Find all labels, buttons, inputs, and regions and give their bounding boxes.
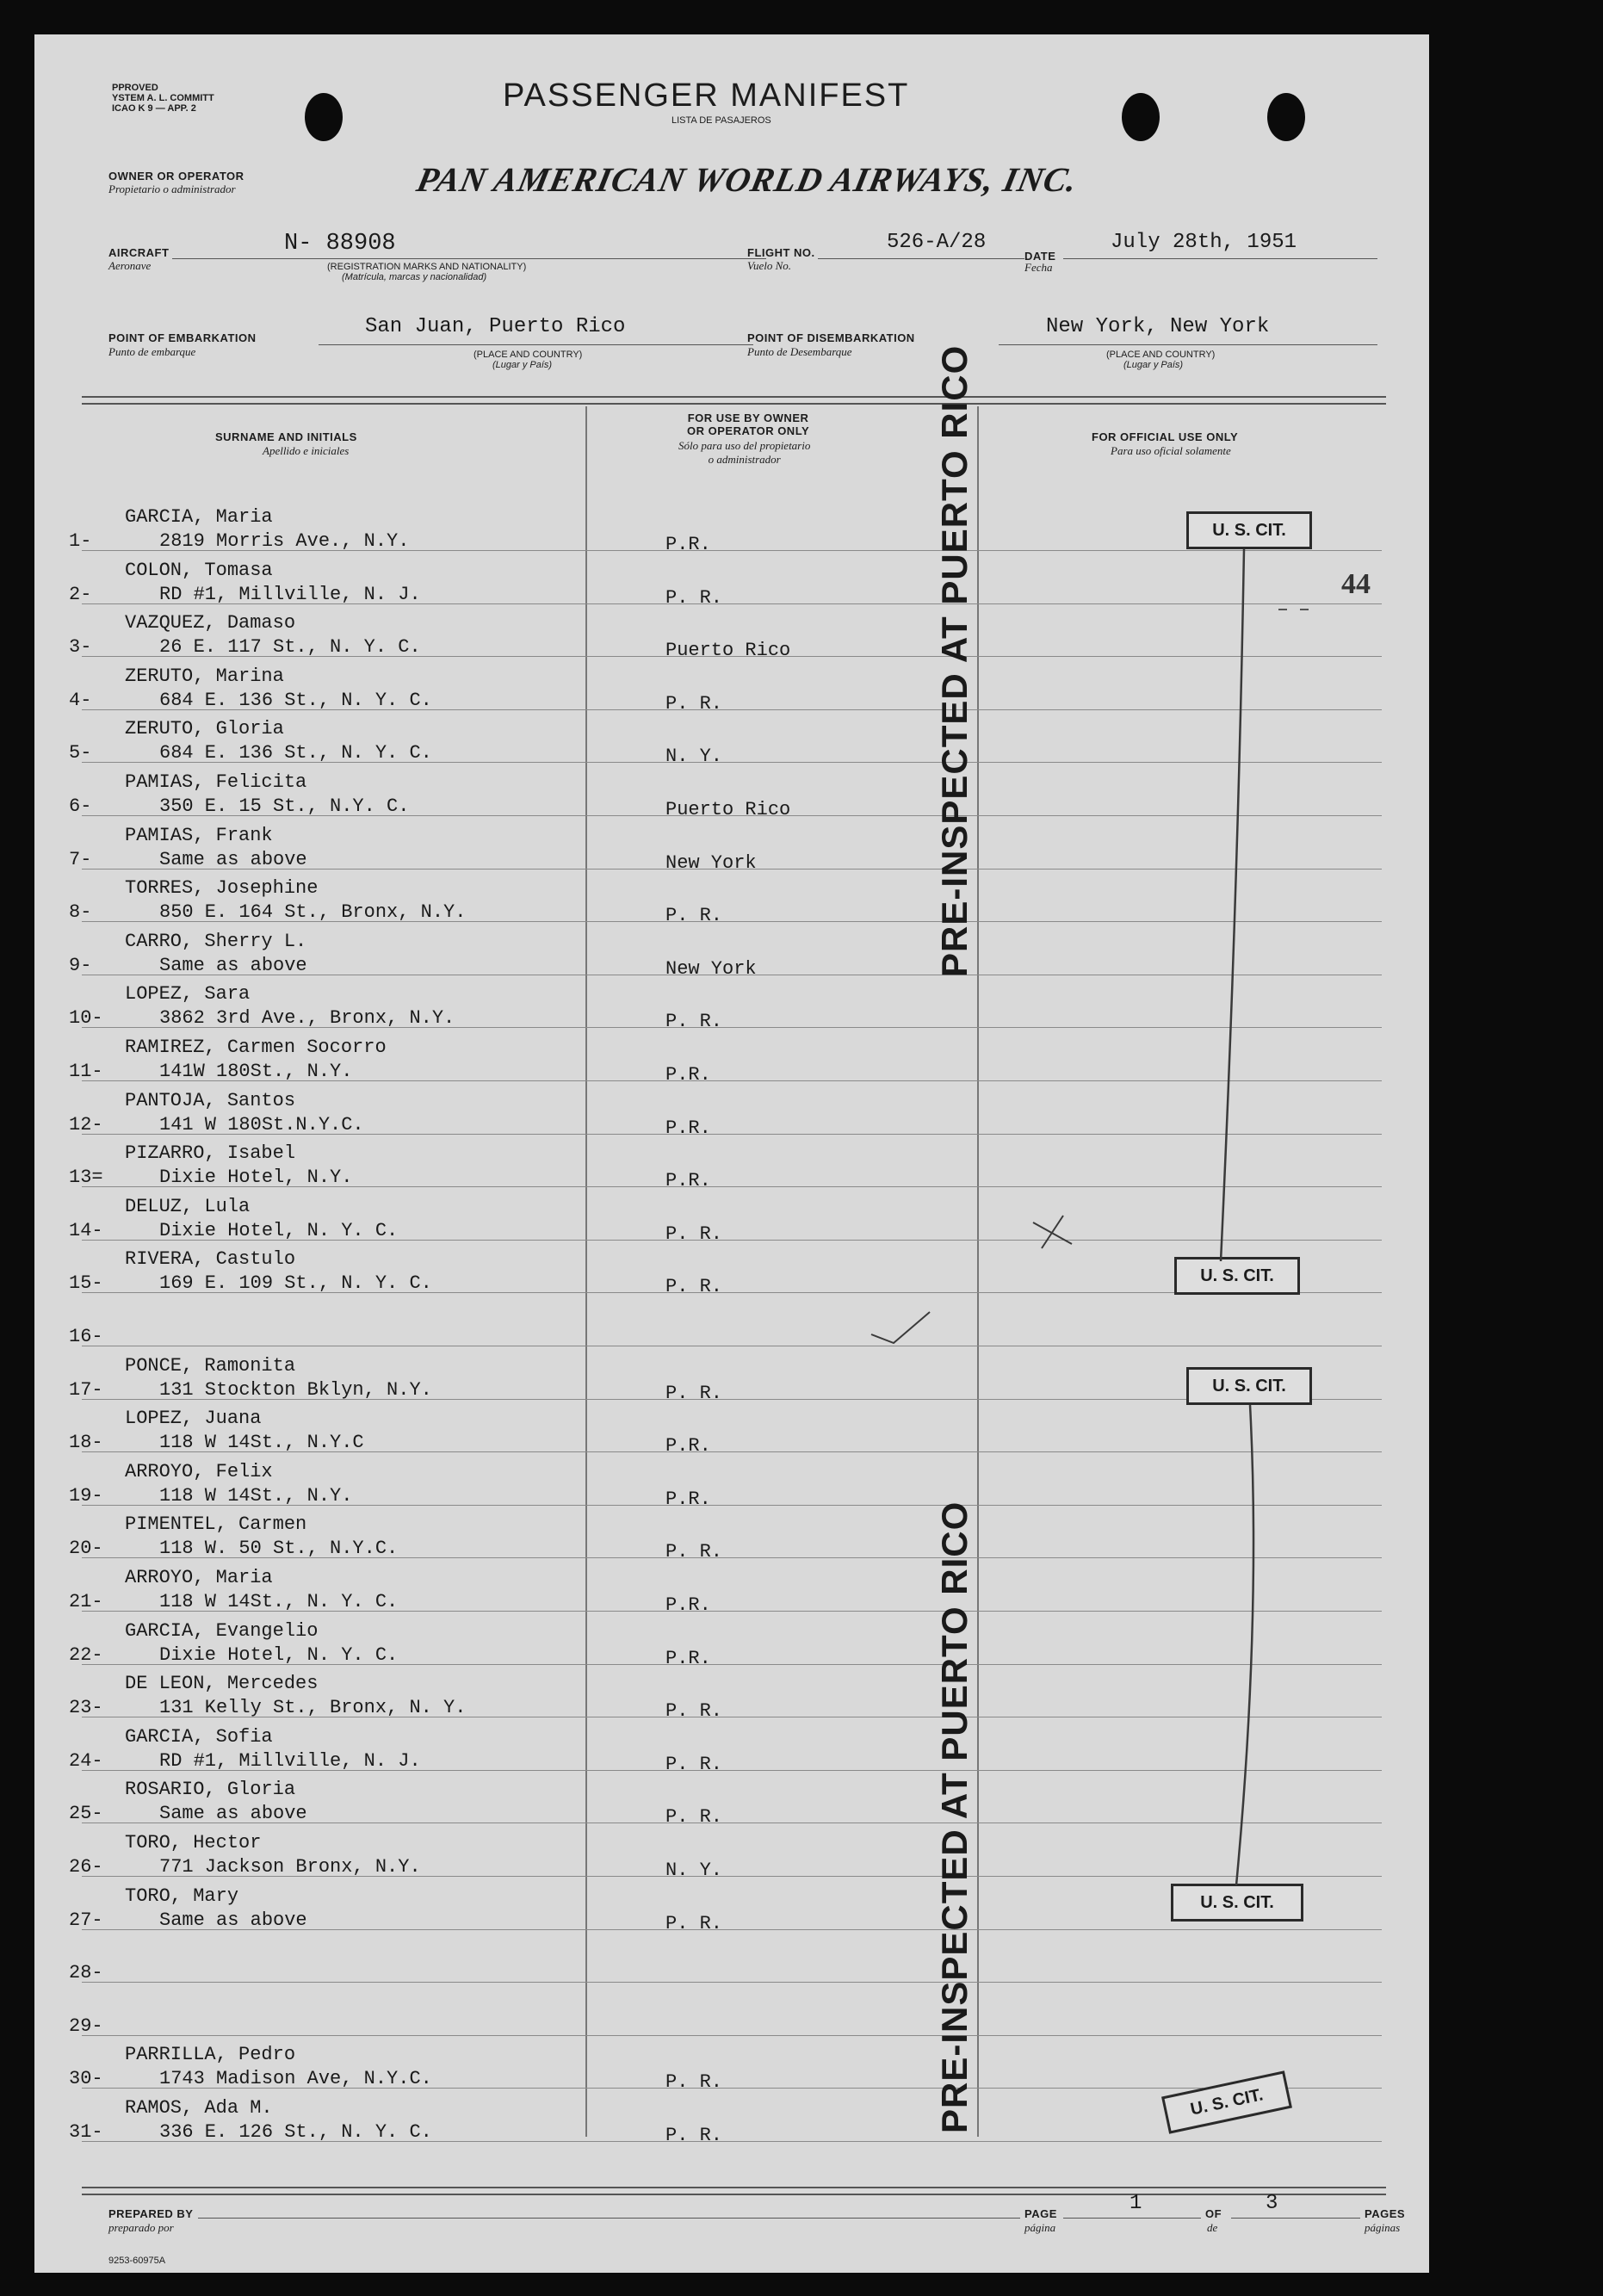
page-total: 3: [1266, 2192, 1278, 2215]
of-label: OF: [1205, 2207, 1222, 2220]
passenger-address: 131 Kelly St., Bronx, N. Y.: [159, 1697, 467, 1719]
row-number: 1-: [69, 530, 92, 552]
passenger-name: PONCE, Ramonita: [125, 1354, 296, 1377]
passenger-address: Dixie Hotel, N. Y. C.: [159, 1643, 399, 1666]
col-surname-sub: Apellido e iniciales: [263, 444, 350, 457]
us-citizen-stamp: U. S. CIT.: [1161, 2070, 1292, 2133]
operator-use-note: P. R.: [665, 1753, 723, 1775]
row-number: 12-: [69, 1113, 103, 1136]
row-number: 4-: [69, 689, 92, 711]
operator-use-note: Puerto Rico: [665, 799, 791, 820]
prepared-label: PREPARED BY: [108, 2207, 194, 2220]
row-number: 16-: [69, 1326, 103, 1347]
passenger-name: GARCIA, Maria: [125, 506, 273, 528]
row-number: 10-: [69, 1007, 103, 1030]
approval-note: PPROVED YSTEM A. L. COMMITT ICAO K 9 — APP. 2: [112, 83, 214, 114]
row-number: 30-: [69, 2068, 103, 2090]
passenger-name: VAZQUEZ, Damaso: [125, 612, 296, 634]
page-subtitle: LISTA DE PASAJEROS: [672, 115, 771, 126]
passenger-address: 118 W 14St., N. Y. C.: [159, 1591, 399, 1612]
col-surname: SURNAME AND INITIALS: [215, 430, 357, 443]
passenger-address: 350 E. 15 St., N.Y. C.: [159, 795, 410, 817]
operator-use-note: P.R.: [665, 1117, 711, 1139]
embark-place-note: (PLACE AND COUNTRY): [473, 350, 583, 360]
passenger-name: TORO, Hector: [125, 1832, 262, 1854]
passenger-address: RD #1, Millville, N. J.: [159, 583, 421, 605]
row-number: 15-: [69, 1272, 103, 1295]
registration-note: (REGISTRATION MARKS AND NATIONALITY): [327, 262, 527, 272]
operator-use-note: P. R.: [665, 1912, 723, 1934]
operator-use-note: P.R.: [665, 1064, 711, 1086]
row-number: 17-: [69, 1378, 103, 1401]
passenger-name: ROSARIO, Gloria: [125, 1779, 296, 1801]
page-sub: página: [1024, 2221, 1056, 2234]
us-citizen-stamp: U. S. CIT.: [1186, 511, 1312, 549]
passenger-address: 850 E. 164 St., Bronx, N.Y.: [159, 901, 467, 924]
owner-sub: Propietario o administrador: [108, 183, 236, 195]
passenger-name: DELUZ, Lula: [125, 1195, 251, 1217]
passenger-name: ZERUTO, Gloria: [125, 718, 284, 740]
of-sub: de: [1207, 2221, 1218, 2234]
form-number: 9253-60975A: [108, 2256, 166, 2266]
row-number: 22-: [69, 1643, 103, 1666]
aircraft-value: N- 88908: [284, 231, 396, 257]
passenger-name: PAMIAS, Felicita: [125, 771, 307, 793]
passenger-address: 1743 Madison Ave, N.Y.C.: [159, 2068, 432, 2090]
passenger-address: 2819 Morris Ave., N.Y.: [159, 530, 410, 552]
operator-use-note: P. R.: [665, 1276, 723, 1298]
date-value: July 28th, 1951: [1111, 231, 1297, 254]
disembark-place-note: (PLACE AND COUNTRY): [1106, 350, 1216, 360]
operator-use-note: Puerto Rico: [665, 640, 791, 662]
passenger-address: 169 E. 109 St., N. Y. C.: [159, 1272, 432, 1295]
embark-sub: Punto de embarque: [108, 345, 196, 358]
passenger-address: 771 Jackson Bronx, N.Y.: [159, 1856, 421, 1878]
passenger-name: RAMIREZ, Carmen Socorro: [125, 1037, 387, 1058]
page-label: PAGE: [1024, 2207, 1057, 2220]
passenger-name: PIZARRO, Isabel: [125, 1142, 296, 1165]
disembark-value: New York, New York: [1046, 315, 1270, 338]
passenger-address: 118 W. 50 St., N.Y.C.: [159, 1538, 399, 1560]
passenger-address: 118 W 14St., N.Y.: [159, 1484, 353, 1507]
row-number: 23-: [69, 1697, 103, 1719]
passenger-name: RAMOS, Ada M.: [125, 2097, 273, 2119]
passenger-address: RD #1, Millville, N. J.: [159, 1749, 421, 1772]
passenger-address: 684 E. 136 St., N. Y. C.: [159, 742, 432, 764]
passenger-name: TORRES, Josephine: [125, 877, 319, 900]
row-number: 31-: [69, 2121, 103, 2143]
aircraft-sub: Aeronave: [108, 259, 152, 272]
row-number: 25-: [69, 1803, 103, 1825]
passenger-address: 141 W 180St.N.Y.C.: [159, 1113, 364, 1136]
flight-label: FLIGHT NO.: [747, 246, 815, 259]
passenger-address: Same as above: [159, 1909, 307, 1931]
passenger-address: 141W 180St., N.Y.: [159, 1061, 353, 1082]
passenger-name: ZERUTO, Marina: [125, 665, 284, 687]
row-number: 5-: [69, 742, 92, 764]
row-number: 21-: [69, 1591, 103, 1612]
flight-sub: Vuelo No.: [747, 259, 792, 272]
disembark-sub: Punto de Desembarque: [747, 345, 852, 358]
preinspected-stamp: PRE-INSPECTED AT PUERTO RICO: [934, 344, 975, 977]
operator-use-note: P. R.: [665, 1222, 723, 1245]
operator-use-note: New York: [665, 851, 757, 874]
disembark-place-note-sub: (Lugar y País): [1123, 360, 1184, 370]
row-number: 18-: [69, 1432, 103, 1454]
passenger-address: 684 E. 136 St., N. Y. C.: [159, 689, 432, 711]
operator-use-note: P. R.: [665, 1011, 723, 1033]
passenger-name: LOPEZ, Juana: [125, 1408, 262, 1430]
row-number: 8-: [69, 901, 92, 924]
passenger-address: 131 Stockton Bklyn, N.Y.: [159, 1378, 432, 1401]
date-label: DATE: [1024, 250, 1056, 263]
col-owner-use: FOR USE BY OWNER OR OPERATOR ONLY: [687, 412, 810, 437]
passenger-name: PIMENTEL, Carmen: [125, 1513, 307, 1536]
passenger-name: GARCIA, Sofia: [125, 1725, 273, 1748]
passenger-address: Dixie Hotel, N.Y.: [159, 1167, 353, 1189]
passenger-name: RIVERA, Castulo: [125, 1248, 296, 1271]
passenger-address: 26 E. 117 St., N. Y. C.: [159, 636, 421, 659]
passenger-name: CARRO, Sherry L.: [125, 930, 307, 952]
passenger-name: PARRILLA, Pedro: [125, 2044, 296, 2066]
row-number: 27-: [69, 1909, 103, 1931]
page-number: 1: [1130, 2192, 1142, 2215]
operator-use-note: P. R.: [665, 2125, 723, 2146]
passenger-address: Dixie Hotel, N. Y. C.: [159, 1219, 399, 1241]
preinspected-stamp: PRE-INSPECTED AT PUERTO RICO: [934, 1501, 975, 2133]
operator-use-note: P.R.: [665, 1594, 711, 1616]
row-number: 19-: [69, 1484, 103, 1507]
row-number: 14-: [69, 1219, 103, 1241]
disembark-label: POINT OF DISEMBARKATION: [747, 331, 915, 344]
passenger-name: PANTOJA, Santos: [125, 1089, 296, 1111]
operator-use-note: N. Y.: [665, 1860, 723, 1881]
passenger-address: Same as above: [159, 954, 307, 976]
manifest-sheet: [34, 34, 1429, 2273]
operator-name: PAN AMERICAN WORLD AIRWAYS, INC.: [413, 160, 1082, 199]
passenger-name: TORO, Mary: [125, 1884, 239, 1907]
row-number: 3-: [69, 636, 92, 659]
operator-use-note: P.R.: [665, 534, 711, 555]
operator-use-note: P. R.: [665, 586, 723, 609]
registration-note-sub: (Matrícula, marcas y nacionalidad): [342, 272, 487, 282]
pages-sub: páginas: [1365, 2221, 1401, 2234]
row-number: 9-: [69, 954, 92, 976]
us-citizen-stamp: U. S. CIT.: [1171, 1884, 1303, 1922]
operator-use-note: P.R.: [665, 1435, 711, 1457]
flight-number: 526-A/28: [887, 231, 987, 254]
row-number: 24-: [69, 1749, 103, 1772]
embark-place-note-sub: (Lugar y País): [492, 360, 553, 370]
operator-use-note: P. R.: [665, 2071, 723, 2094]
embark-label: POINT OF EMBARKATION: [108, 331, 257, 344]
row-number: 2-: [69, 583, 92, 605]
us-citizen-stamp: U. S. CIT.: [1186, 1367, 1312, 1405]
passenger-address: Same as above: [159, 1803, 307, 1825]
date-sub: Fecha: [1024, 261, 1053, 274]
passenger-name: LOPEZ, Sara: [125, 983, 251, 1006]
operator-use-note: P. R.: [665, 905, 723, 927]
operator-use-note: New York: [665, 957, 757, 980]
passenger-address: 336 E. 126 St., N. Y. C.: [159, 2121, 432, 2143]
row-number: 26-: [69, 1856, 103, 1878]
passenger-name: PAMIAS, Frank: [125, 824, 273, 846]
operator-use-note: P.R.: [665, 1488, 711, 1510]
col-owner-use-sub: Sólo para uso del propietario o administrador: [678, 439, 811, 466]
row-number: 6-: [69, 795, 92, 817]
operator-use-note: P.R.: [665, 1647, 711, 1669]
handwritten-count: 44: [1341, 568, 1371, 600]
us-citizen-stamp: U. S. CIT.: [1174, 1257, 1300, 1295]
operator-use-note: N. Y.: [665, 746, 723, 768]
passenger-address: 3862 3rd Ave., Bronx, N.Y.: [159, 1007, 455, 1030]
operator-use-note: P. R.: [665, 1806, 723, 1829]
operator-use-note: P. R.: [665, 1541, 723, 1563]
passenger-name: ARROYO, Felix: [125, 1460, 273, 1482]
passenger-name: GARCIA, Evangelio: [125, 1619, 319, 1642]
passenger-address: Same as above: [159, 848, 307, 870]
col-official-sub: Para uso oficial solamente: [1111, 444, 1231, 457]
operator-use-note: P. R.: [665, 692, 723, 715]
col-official: FOR OFFICIAL USE ONLY: [1092, 430, 1239, 443]
row-number: 13=: [69, 1167, 103, 1189]
pen-marks: [34, 34, 1429, 2273]
operator-use-note: P.R.: [665, 1170, 711, 1192]
passenger-name: COLON, Tomasa: [125, 559, 273, 581]
prepared-sub: preparado por: [108, 2221, 174, 2234]
passenger-address: 118 W 14St., N.Y.C: [159, 1432, 364, 1454]
owner-label: OWNER OR OPERATOR: [108, 170, 244, 183]
page-title: PASSENGER MANIFEST: [503, 77, 910, 114]
passenger-name: DE LEON, Mercedes: [125, 1673, 319, 1695]
embark-value: San Juan, Puerto Rico: [365, 315, 626, 338]
row-number: 7-: [69, 848, 92, 870]
aircraft-label: AIRCRAFT: [108, 246, 170, 259]
operator-use-note: P. R.: [665, 1382, 723, 1404]
row-number: 29-: [69, 2014, 103, 2037]
pages-label: PAGES: [1365, 2207, 1406, 2220]
passenger-name: ARROYO, Maria: [125, 1567, 273, 1588]
operator-use-note: P. R.: [665, 1700, 723, 1723]
row-number: 28-: [69, 1962, 103, 1984]
row-number: 11-: [69, 1061, 103, 1082]
row-number: 20-: [69, 1538, 103, 1560]
